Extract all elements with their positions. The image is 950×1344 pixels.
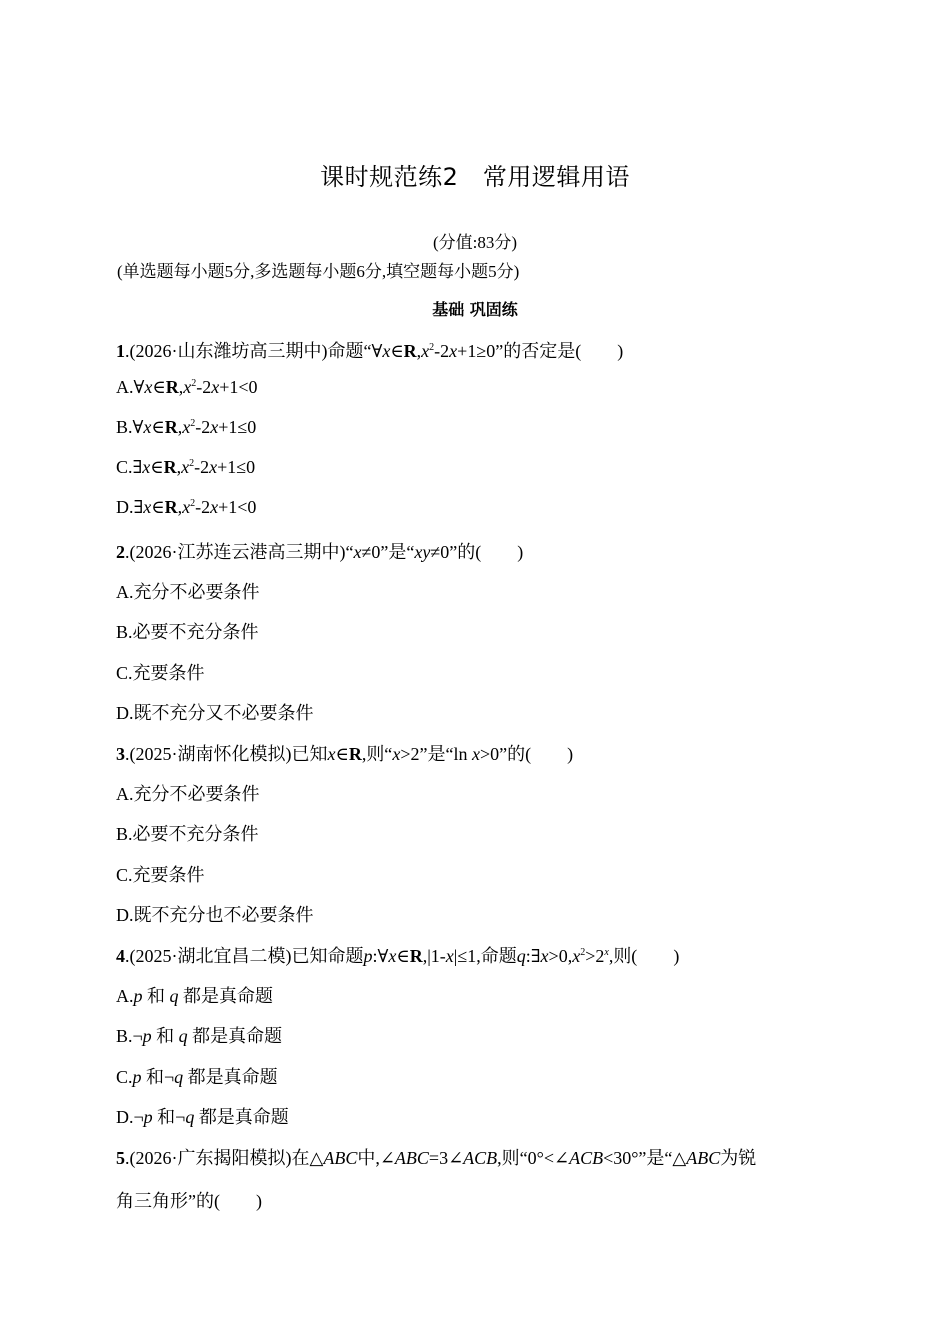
option-1c[interactable]: $C.\exists x\in R,x^2-2x+1\le 0$ xyxy=(116,457,256,477)
option-4a[interactable]: A.p 和 q 都是真命题 xyxy=(116,986,273,1006)
question-number: 1 xyxy=(116,341,125,361)
section-heading: 基础 巩固练 xyxy=(432,300,518,319)
option-3a[interactable]: A.充分不必要条件 xyxy=(116,784,260,804)
option-2a[interactable]: A.充分不必要条件 xyxy=(116,582,260,602)
question-5: 5.(2026·广东揭阳模拟)在△ABC中,∠ABC=3∠ACB,则“0°<∠ACB<30°”是“△ABC为锐 xyxy=(116,1148,757,1168)
option-4c[interactable]: C.p 和¬q 都是真命题 xyxy=(116,1067,278,1087)
option-1d[interactable]: $D.\exists x\in R,x^2-2x+1<0$ xyxy=(116,497,257,517)
question-text: .(2026·山东潍坊高三期中)命题“∀ xyxy=(125,341,383,361)
question-5-line2: 角三角形”的( ) xyxy=(116,1191,262,1211)
option-1a[interactable]: $A.\forall x\in R,x^2-2x+1<0$ xyxy=(116,377,258,397)
option-3c[interactable]: C.充要条件 xyxy=(116,865,205,885)
question-1: 1.(2026·山东潍坊高三期中)命题“$\forall x\in R,x^2-2x+1\ge 0$”的否定是( ) xyxy=(116,341,624,361)
question-number: 4 xyxy=(116,946,125,966)
option-2b[interactable]: B.必要不充分条件 xyxy=(116,622,259,642)
option-3d[interactable]: D.既不充分也不必要条件 xyxy=(116,905,314,925)
question-number: 5 xyxy=(116,1148,125,1168)
option-3b[interactable]: B.必要不充分条件 xyxy=(116,824,259,844)
option-4b[interactable]: B.¬p 和 q 都是真命题 xyxy=(116,1026,283,1046)
option-2d[interactable]: D.既不充分又不必要条件 xyxy=(116,703,314,723)
question-3: 3.(2025·湖南怀化模拟)已知x∈R,则“x>2”是“ln x>0”的( ) xyxy=(116,744,574,764)
question-text: +1≥0”的否定是( xyxy=(457,341,582,361)
option-4d[interactable]: D.¬p 和¬q 都是真命题 xyxy=(116,1107,289,1127)
instructions: (单选题每小题5分,多选题每小题6分,填空题每小题5分) xyxy=(117,262,520,281)
question-4: 4.(2025·湖北宜昌二模)已知命题p:∀x∈R,|1-x|≤1,命题$q:\exists x>0,x^2>2^x$,则( ) xyxy=(116,946,680,966)
page-title: 课时规范练2 常用逻辑用语 xyxy=(320,163,630,191)
score-note: (分值:83分) xyxy=(432,233,518,252)
question-number: 3 xyxy=(116,744,125,764)
question-2: 2.(2026·江苏连云港高三期中)“x≠0”是“xy≠0”的( ) xyxy=(116,542,524,562)
question-number: 2 xyxy=(116,542,125,562)
option-1b[interactable]: $B.\forall x\in R,x^2-2x+1\le 0$ xyxy=(116,417,257,437)
option-2c[interactable]: C.充要条件 xyxy=(116,663,205,683)
